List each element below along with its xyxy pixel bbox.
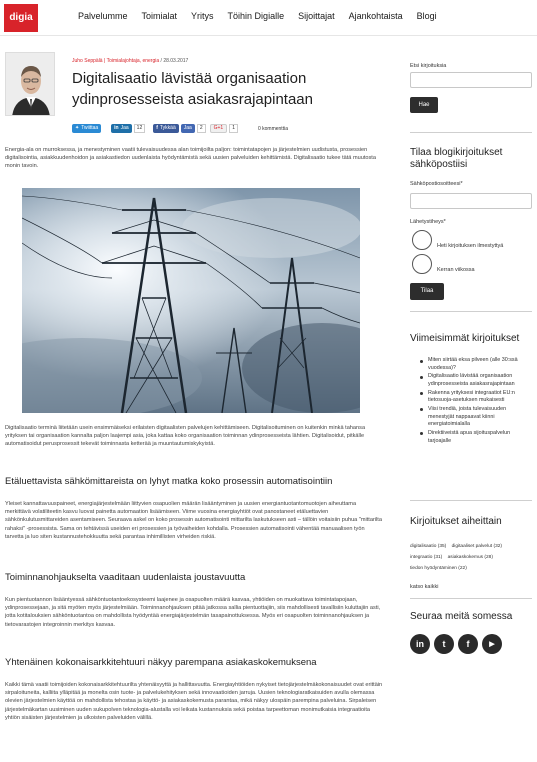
frequency-radio-immediate[interactable]	[412, 230, 432, 250]
linkedin-count: 12	[134, 124, 146, 133]
share-bar	[72, 124, 288, 133]
facebook-icon[interactable]: f	[458, 634, 478, 654]
search-button[interactable]: Hae	[410, 97, 438, 113]
nav-item-yritys[interactable]: Yritys	[191, 11, 214, 21]
twitter-share-button[interactable]	[72, 124, 101, 133]
article-byline: Juho Seppälä | Toimialajohtaja, energia / 28.03.2017	[72, 58, 189, 64]
email-label: Sähköpostiosoitteesi*	[410, 181, 463, 187]
linkedin-share-label: Jaa	[120, 125, 129, 131]
power-lines-image	[22, 188, 360, 413]
youtube-icon[interactable]: ▶	[482, 634, 502, 654]
article-intro: Energia-ala on murroksessa, ja menestyminen vaatii tulevaisuudessa alan toimijoilta paljon: toimintatapojen ja järjestelmien uudistusta, prosessien digitalisointia, asiakkuudenhoidon ja asiakastiedon uudenlaista hyödyntämistä sekä uusien palveluiden kehittämistä. Digitalisaatio tukee tätä muutosta monin tavoin.	[5, 147, 376, 170]
linkedin-icon: in	[114, 125, 119, 131]
subscribe-title: Tilaa blogikirjoitukset sähköpostiisi	[410, 147, 503, 170]
article-paragraph-4: Kaikki tämä vaatii toimijoiden kokonaisarkkitehtuurilta yhtenäisyyttä ja hallittavuutta. Energiayhtiöiden nykyiset tietojärjestelmäkokonaisuudet ovat erittäin sirpaloituneita, kalliita ylläpitää ja monelta osin tuote- ja palvelukehityksen sekä innovaatioiden jarruja. Uusien teknologiaratkaisuiden avulla olemassa olevien järjestelmien käyttöä on mahdollista tehostaa ja käyttö- ja asiakaskokemusta parantaa, mikä näkyy ulospäin parempina palveluina. Sirpaleisen järjestelmäkartan uusiminen uuden sukupolven teknologia-alustalla voi leikata kustannuksia sekä poistaa tarpeettoman monimutkaisia integraatioita yhtiön sisäisten järjestelmien ja ulkoisten palveluiden välillä.	[5, 682, 383, 721]
recent-post-link[interactable]: Viisi trendiä, joista tulevaisuuden menestyjät nappaavat kiinni energiatoimialalla	[420, 406, 532, 429]
twitter-icon[interactable]: t	[434, 634, 454, 654]
article-paragraph-3: Kun pientuotannon lisääntyessä sähköntuotantoekosysteemi laajenee ja osapuolten määrä kasvaa, yhtiöiden on muokattava toimintatapojaan, ydinprosessejaan, ja sitä myöten myös järjestelmiään. Toiminnanohjauksen pitää jatkossa sallia pientuottajiin, siis mahdollisesti tavallisiin kuluttajiin asti, jotta kotitalouksien sähköntuotantoa on mahdollista hyödyntää energiajärjestelmän tasapainottuksessa. Myös eri osapuolten toiminnanohjauksen ja tietovarastojen integroinnin merkitys kasvaa.	[5, 597, 381, 628]
facebook-like-label: Tykkää	[159, 125, 176, 131]
author-portrait-icon	[6, 53, 55, 116]
facebook-icon: f	[156, 125, 158, 131]
recent-posts-list	[420, 357, 532, 446]
twitter-icon: ✦	[75, 125, 80, 131]
tag-link[interactable]: digitaaliset palvelut (32)	[451, 544, 503, 549]
facebook-like-button[interactable]	[153, 124, 179, 133]
nav-item-palvelumme[interactable]: Palvelumme	[78, 11, 128, 21]
sidebar-divider	[410, 500, 532, 501]
author-avatar	[5, 52, 55, 116]
option-weekly-label: Kerran viikossa	[437, 267, 475, 273]
article-heading-3: Yhtenäinen kokonaisarkkitehtuuri näkyy parempana asiakaskokemuksena	[5, 657, 317, 668]
recent-post-link[interactable]: Direktiiveistä apua sijoituspalvelun tarjoajalle	[420, 430, 532, 446]
recent-posts-title: Viimeisimmät kirjoitukset	[410, 333, 520, 344]
page-title: Digitalisaatio lävistää organisaation ydinprosesseista asiakasrajapintaan	[72, 70, 313, 108]
tag-cloud	[410, 541, 535, 574]
facebook-share-button[interactable]	[181, 124, 195, 133]
nav-item-ajankohtaista[interactable]: Ajankohtaista	[348, 11, 403, 21]
gplus-button[interactable]	[210, 124, 228, 133]
email-field[interactable]	[410, 193, 532, 209]
top-navigation-bar	[0, 0, 537, 36]
facebook-share-label: Jaa	[183, 125, 192, 131]
frequency-radio-weekly[interactable]	[412, 254, 432, 274]
social-links	[410, 634, 502, 654]
nav-item-blogi[interactable]: Blogi	[416, 11, 437, 21]
nav-item-toihin-digialle[interactable]: Töihin Digialle	[227, 11, 285, 21]
facebook-count: 2	[197, 124, 206, 133]
twitter-share-label: Twiittaa	[81, 125, 99, 131]
tag-link[interactable]: tiedon hyödyntäminen (22)	[410, 566, 467, 571]
frequency-label: Lähetystiheys*	[410, 219, 446, 225]
subscribe-button[interactable]: Tilaa	[410, 283, 444, 300]
follow-title: Seuraa meitä somessa	[410, 611, 513, 622]
author-categories[interactable]: Toimialajohtaja, energia	[106, 58, 160, 64]
gplus-count: 1	[229, 124, 238, 133]
linkedin-share-button[interactable]	[111, 124, 132, 133]
search-label: Etsi kirjoituksia	[410, 63, 447, 69]
article-heading-2: Toiminnanohjaukselta vaaditaan uudenlaista joustavuutta	[5, 572, 246, 583]
article-paragraph-1: Digitalisaatio terminä liitetään usein ensimmäiseksi erilaisten digitaalisten palvelujen kehittämiseen. Digitalisoituminen on kuitenkin minkä tahansa yrityksen tai organisaation kannalta paljon laajempi asia, joka kattaa koko organisaation toiminnan ydinprosesseista lähtien. Digitalisoidut, pitkälle automatisoidut perusprosessit tekevät toiminnasta ketterää ja muuntautumiskykyistä.	[5, 425, 366, 448]
article-heading-1: Etäluettavista sähkömittareista on lyhyt matka koko prosessin automatisointiin	[5, 476, 333, 487]
see-all-tags-link[interactable]: katso kaikki	[410, 584, 439, 590]
sidebar-divider	[410, 311, 532, 312]
main-nav	[78, 11, 437, 21]
tag-link[interactable]: digitalisaatio (35)	[410, 544, 447, 549]
recent-post-link[interactable]: Miten siirtää eksa pilveen (alle 30:ssä vuodessa)?	[420, 357, 532, 373]
sidebar-divider	[410, 132, 532, 133]
digia-logo[interactable]: digia	[4, 4, 38, 32]
search-input[interactable]	[410, 72, 532, 88]
sidebar-divider	[410, 598, 532, 599]
article-paragraph-2: Yleiset kannattavuuspaineet, energiajärjestelmään liittyvien osapuolien määrän lisääntyminen ja uusien energiantuotantomuotojen aiheuttama merkittävä volatiliteetin kasvu luovat painetta automaation lisäämiseen. Viime vuosina energiayhtiöt ovat panostaneet etäluettavien sähkönkulutusmittareiden asentamiseen. Seuraava askel on koko prosessin automatisointi mittarilta laskutukseen asti – tällöin voitaisiin puhua "mittarilta rahaksi" -prosessista. Sama on tehtävissä useiden eri prosessien ja työvaiheiden kohdalla. Prosessien automatisointi vähentää manuaalisen työn tarvetta ja luo siten kustannustehokkuutta sekä parantaa inhimillisten virheiden riskiä.	[5, 501, 382, 540]
article-hero-image	[22, 188, 360, 413]
linkedin-icon[interactable]: in	[410, 634, 430, 654]
nav-item-sijoittajat[interactable]: Sijoittajat	[298, 11, 335, 21]
nav-item-toimialat[interactable]: Toimialat	[141, 11, 178, 21]
tags-title: Kirjoitukset aiheittain	[410, 516, 502, 527]
recent-post-link[interactable]: Rakenna yrityksesi integraatiot EU:n tietosuoja-asetuksen mukaisesti	[420, 390, 532, 406]
gplus-label: G+1	[213, 125, 224, 131]
recent-post-link[interactable]: Digitalisaatio lävistää organisaation ydinprosesseista asiakasrajapintaan	[420, 373, 532, 389]
comments-link[interactable]: 0 kommenttia	[257, 125, 288, 132]
author-name[interactable]: Juho Seppälä	[72, 58, 103, 64]
tag-link[interactable]: asiakaskokemus (28)	[447, 555, 493, 560]
tag-link[interactable]: integraatio (31)	[410, 555, 443, 560]
option-immediate-label: Heti kirjoituksen ilmestyttyä	[437, 243, 504, 249]
article-date: 28.03.2017	[163, 58, 189, 64]
